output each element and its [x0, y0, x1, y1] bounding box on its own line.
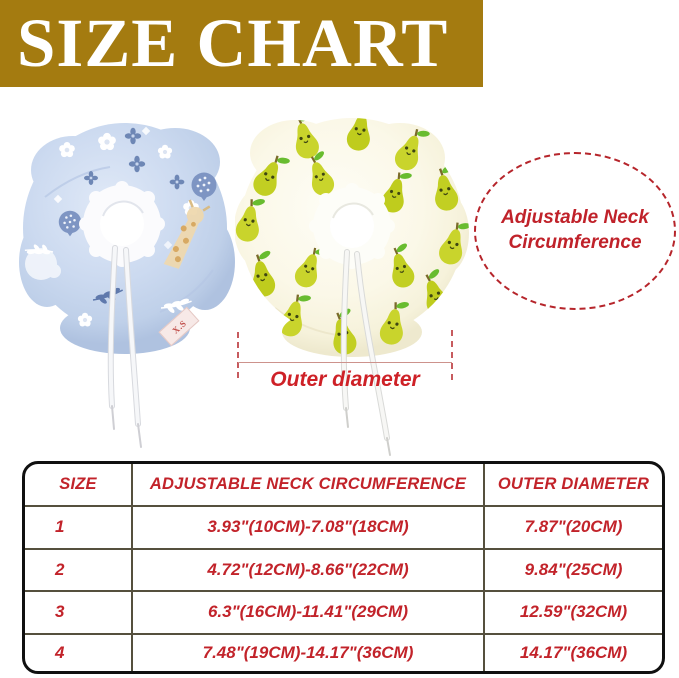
header-outer-diameter: OUTER DIAMETER	[485, 464, 662, 507]
row1-neck: 3.93"(10CM)-7.08"(18CM)	[133, 507, 485, 550]
blue-pillow-image	[15, 112, 240, 452]
neck-callout-line2: Circumference	[508, 232, 642, 253]
pear-pillow-image	[235, 108, 470, 458]
outer-diameter-line	[238, 362, 452, 363]
pear-pillow-center-ring	[309, 183, 395, 269]
row2-neck: 4.72"(12CM)-8.66"(22CM)	[133, 550, 485, 593]
row3-neck: 6.3"(16CM)-11.41"(29CM)	[133, 592, 485, 635]
page-title: SIZE CHART	[17, 5, 449, 81]
header-neck-circumference: ADJUSTABLE NECK CIRCUMFERENCE	[133, 464, 485, 507]
row2-outer: 9.84"(25CM)	[485, 550, 662, 593]
neck-callout-line1: Adjustable Neck	[501, 207, 649, 229]
row2-size: 2	[25, 550, 133, 593]
neck-circumference-callout	[474, 152, 676, 310]
outer-diameter-label: Outer diameter	[270, 368, 420, 391]
row4-neck: 7.48"(19CM)-14.17"(36CM)	[133, 635, 485, 672]
row3-size: 3	[25, 592, 133, 635]
row4-outer: 14.17"(36CM)	[519, 642, 628, 662]
header-size: SIZE	[25, 464, 133, 507]
blue-pillow-center-ring	[79, 181, 165, 267]
title-banner	[0, 0, 483, 87]
row1-size: 1	[25, 507, 133, 550]
row1-outer: 7.87"(20CM)	[485, 507, 662, 550]
size-tag-label: X.S	[169, 317, 189, 336]
row4-size: 4	[25, 635, 133, 672]
size-table	[22, 461, 665, 674]
row3-outer: 12.59"(32CM)	[485, 592, 662, 635]
